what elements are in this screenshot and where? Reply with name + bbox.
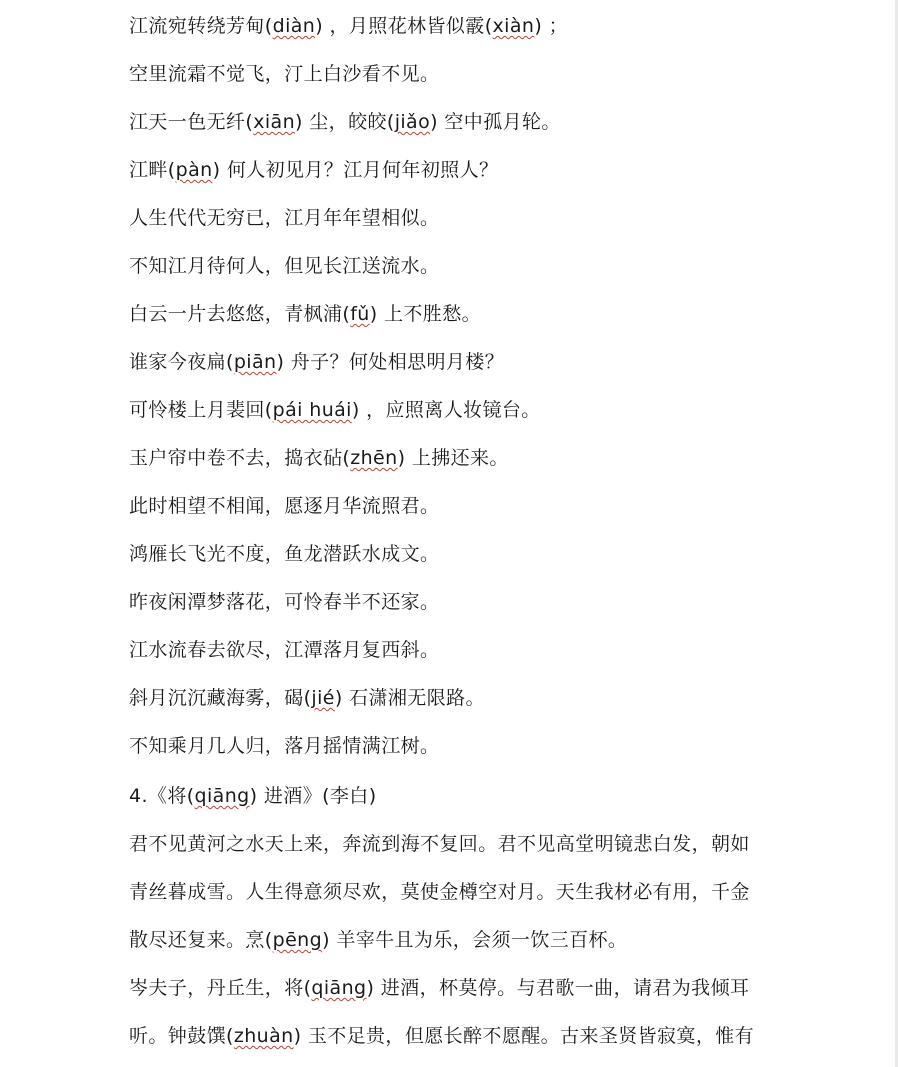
text-segment: 岑夫子，丹丘生，将( bbox=[129, 977, 312, 999]
pinyin-annotation: pàn bbox=[175, 159, 213, 181]
poem-line bbox=[129, 494, 439, 518]
poem-line bbox=[129, 254, 439, 278]
section-heading bbox=[129, 784, 377, 808]
poem-line bbox=[129, 206, 439, 230]
poem-line bbox=[129, 880, 750, 904]
text-segment: ) ； bbox=[534, 15, 568, 37]
poem-line bbox=[129, 832, 750, 856]
text-segment: 玉户帘中卷不去，捣衣砧( bbox=[129, 447, 351, 469]
poem-line bbox=[129, 590, 439, 614]
poem-line bbox=[129, 1024, 754, 1048]
text-segment: 鸿雁长飞光不度，鱼龙潜跃水成文。 bbox=[129, 543, 440, 565]
text-segment: 江天一色无纤( bbox=[129, 111, 254, 133]
text-segment: 昨夜闲潭梦落花，可怜春半不还家。 bbox=[129, 591, 440, 613]
text-segment: 可怜楼上月裴回( bbox=[129, 399, 273, 421]
text-segment: ) 何人初见月？江月何年初照人？ bbox=[212, 159, 499, 181]
poem-line bbox=[129, 686, 485, 710]
text-segment: ) 上拂还来。 bbox=[397, 447, 509, 469]
text-segment: ) 玉不足贵，但愿长醉不愿醒。古来圣贤皆寂寞，惟有 bbox=[293, 1025, 755, 1047]
pinyin-annotation: zhēn bbox=[350, 447, 398, 469]
text-segment: 谁家今夜扁( bbox=[129, 351, 234, 373]
text-segment: 斜月沉沉藏海雾，碣( bbox=[129, 687, 312, 709]
text-segment: ) 上不胜愁。 bbox=[369, 303, 482, 325]
pinyin-annotation: jiǎo bbox=[394, 111, 431, 133]
text-segment: 青丝暮成雪。人生得意须尽欢，莫使金樽空对月。天生我材必有用，千金 bbox=[129, 881, 750, 903]
text-segment: 此时相望不相闻，愿逐月华流照君。 bbox=[129, 495, 440, 517]
pinyin-annotation: zhuàn bbox=[233, 1025, 294, 1047]
pinyin-annotation: xiān bbox=[253, 111, 296, 133]
text-segment: ) 空中孤月轮。 bbox=[430, 111, 561, 133]
text-segment: ) 尘，皎皎( bbox=[295, 111, 395, 133]
poem-line bbox=[129, 110, 561, 134]
text-segment: ) 进酒，杯莫停。与君歌一曲，请君为我倾耳 bbox=[366, 977, 750, 999]
text-segment: ) 舟子？何处相思明月楼？ bbox=[276, 351, 505, 373]
pinyin-annotation: diàn bbox=[272, 15, 316, 37]
pinyin-annotation: piān bbox=[233, 351, 277, 373]
poem-line bbox=[129, 14, 568, 38]
text-segment: 君不见黄河之水天上来，奔流到海不复回。君不见高堂明镜悲白发，朝如 bbox=[129, 833, 750, 855]
poem-line bbox=[129, 542, 439, 566]
text-segment: 不知江月待何人，但见长江送流水。 bbox=[129, 255, 440, 277]
pinyin-annotation: pēng bbox=[272, 929, 323, 951]
pinyin-annotation: qiāng bbox=[194, 785, 250, 807]
text-segment: ) 石潇湘无限路。 bbox=[334, 687, 485, 709]
poem-line bbox=[129, 350, 504, 374]
pinyin-annotation: pái huái bbox=[272, 399, 352, 421]
text-segment: 4.《将( bbox=[129, 785, 195, 807]
text-segment: 江畔( bbox=[129, 159, 176, 181]
poem-line bbox=[129, 928, 627, 952]
text-segment: 人生代代无穷已，江月年年望相似。 bbox=[129, 207, 440, 229]
text-segment: 散尽还复来。烹( bbox=[129, 929, 273, 951]
poem-line bbox=[129, 398, 541, 422]
text-segment: 空里流霜不觉飞，汀上白沙看不见。 bbox=[129, 63, 440, 85]
poem-line bbox=[129, 62, 439, 86]
pinyin-annotation: xiàn bbox=[492, 15, 535, 37]
poem-line bbox=[129, 734, 439, 758]
pinyin-annotation: fǔ bbox=[350, 303, 370, 325]
text-segment: ) ，月照花林皆似霰( bbox=[315, 15, 493, 37]
text-segment: 不知乘月几人归，落月摇情满江树。 bbox=[129, 735, 440, 757]
text-segment: 听。钟鼓馔( bbox=[129, 1025, 234, 1047]
text-segment: ) ，应照离人妆镜台。 bbox=[351, 399, 541, 421]
pinyin-annotation: jié bbox=[311, 687, 335, 709]
poem-line bbox=[129, 302, 481, 326]
poem-line bbox=[129, 158, 498, 182]
text-segment: 白云一片去悠悠，青枫浦( bbox=[129, 303, 351, 325]
poem-line bbox=[129, 446, 509, 470]
text-segment: 江水流春去欲尽，江潭落月复西斜。 bbox=[129, 639, 440, 661]
poem-line bbox=[129, 638, 439, 662]
text-segment: 江流宛转绕芳甸( bbox=[129, 15, 273, 37]
text-segment: ) 羊宰牛且为乐，会须一饮三百杯。 bbox=[322, 929, 628, 951]
pinyin-annotation: qiāng bbox=[311, 977, 367, 999]
text-segment: ) 进酒》(李白) bbox=[249, 785, 377, 807]
poem-line bbox=[129, 976, 749, 1000]
